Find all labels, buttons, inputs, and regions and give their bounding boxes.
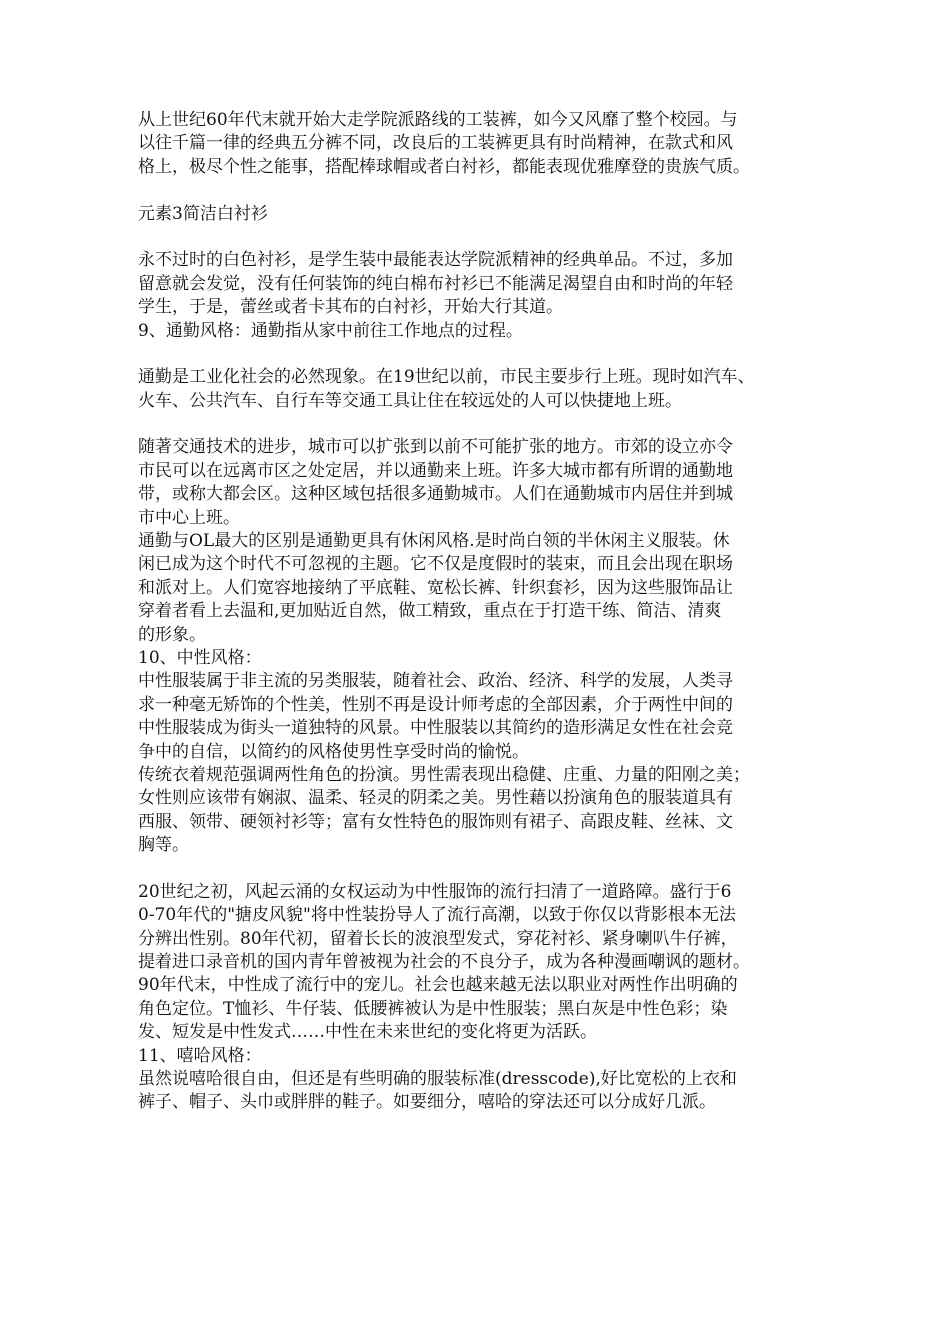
text-line: 通勤与OL最大的区别是通勤更具有休闲风格.是时尚白领的半休闲主义服装。休	[138, 531, 730, 552]
text-line: 分辨出性别。80年代初，留着长长的波浪型发式，穿花衬衫、紧身喇叭牛仔裤，	[138, 928, 738, 949]
text-line: 提着进口录音机的国内青年曾被视为社会的不良分子，成为各种漫画嘲讽的题材。	[138, 952, 750, 973]
text-line: 10、中性风格：	[138, 647, 262, 668]
blank-line	[138, 179, 838, 202]
text-line: 中性服装成为街头一道独特的风景。中性服装以其简约的造形满足女性在社会竞	[138, 718, 733, 739]
text-line: 女性则应该带有娴淑、温柔、轻灵的阴柔之美。男性藉以扮演角色的服装道具有	[138, 788, 733, 809]
text-line: 中性服装属于非主流的另类服装，随着社会、政治、经济、科学的发展，人类寻	[138, 671, 733, 692]
text-line: 以往千篇一律的经典五分裤不同，改良后的工装裤更具有时尚精神，在款式和风	[138, 133, 733, 154]
blank-line	[138, 226, 838, 249]
text-line: 9、通勤风格：通勤指从家中前往工作地点的过程。	[138, 320, 523, 341]
text-line: 学生，于是，蕾丝或者卡其布的白衬衫，开始大行其道。	[138, 297, 563, 318]
text-line: 格上，极尽个性之能事，搭配棒球帽或者白衬衫，都能表现优雅摩登的贵族气质。	[138, 156, 750, 177]
text-line: 闲已成为这个时代不可忽视的主题。它不仅是度假时的装束，而且会出现在职场	[138, 554, 733, 575]
document-body	[138, 109, 838, 1115]
text-line: 穿着者看上去温和,更加贴近自然，做工精致，重点在于打造干练、简洁、清爽	[138, 601, 722, 622]
text-line: 火车、公共汽车、自行车等交通工具让住在较远处的人可以快捷地上班。	[138, 390, 682, 411]
text-line: 和派对上。人们宽容地接纳了平底鞋、宽松长裤、针织套衫，因为这些服饰品让	[138, 577, 733, 598]
text-line: 0-70年代的"搪皮风貌"将中性装扮导人了流行高潮，以致于你仅以背影根本无法	[138, 905, 736, 926]
text-line: 争中的自信，以简约的风格使男性享受时尚的愉悦。	[138, 741, 529, 762]
text-line: 元素3简洁白衬衫	[138, 203, 268, 224]
text-line: 的形象。	[138, 624, 206, 645]
text-line: 传统衣着规范强调两性角色的扮演。男性需表现出稳健、庄重、力量的阳刚之美；	[138, 764, 750, 785]
text-line: 角色定位。T恤衫、牛仔装、低腰裤被认为是中性服装；黑白灰是中性色彩；染	[138, 998, 728, 1019]
text-line: 发、短发是中性发式……中性在未来世纪的变化将更为活跃。	[138, 1022, 597, 1043]
text-line: 市中心上班。	[138, 507, 240, 528]
text-line: 从上世纪60年代末就开始大走学院派路线的工装裤，如今又风靡了整个校园。与	[138, 110, 738, 130]
text-line: 带，或称大都会区。这种区域包括很多通勤城市。人们在通勤城市内居住并到城	[138, 484, 733, 505]
text-line: 留意就会发觉，没有任何装饰的纯白棉布衬衫已不能满足渴望自由和时尚的年轻	[138, 273, 733, 294]
text-line: 随著交通技术的进步，城市可以扩张到以前不可能扩张的地方。市郊的设立亦令	[138, 437, 733, 458]
text-line: 通勤是工业化社会的必然现象。在19世纪以前，市民主要步行上班。现时如汽车、	[138, 367, 755, 388]
text-line: 求一种毫无矫饰的个性美，性别不再是设计师考虑的全部因素，介于两性中间的	[138, 694, 733, 715]
text-line: 11、嘻哈风格：	[138, 1045, 262, 1066]
text-line: 永不过时的白色衬衫，是学生装中最能表达学院派精神的经典单品。不过，多加	[138, 250, 733, 271]
text-line: 虽然说嘻哈很自由，但还是有些明确的服装标准(dresscode),好比宽松的上衣和	[138, 1069, 737, 1090]
blank-line	[138, 858, 838, 881]
text-line: 西服、领带、硬领衬衫等；富有女性特色的服饰则有裙子、高跟皮鞋、丝袜、文	[138, 811, 733, 832]
text-line: 90年代末，中性成了流行中的宠儿。社会也越来越无法以职业对两性作出明确的	[138, 975, 738, 996]
blank-line	[138, 413, 838, 436]
text-line: 胸等。	[138, 835, 189, 856]
text-line: 裤子、帽子、头巾或胖胖的鞋子。如要细分，嘻哈的穿法还可以分成好几派。	[138, 1092, 716, 1113]
text-line: 20世纪之初，风起云涌的女权运动为中性服饰的流行扫清了一道路障。盛行于6	[138, 881, 732, 902]
blank-line	[138, 343, 838, 366]
text-line: 市民可以在远离市区之处定居，并以通勤来上班。许多大城市都有所谓的通勤地	[138, 460, 733, 481]
